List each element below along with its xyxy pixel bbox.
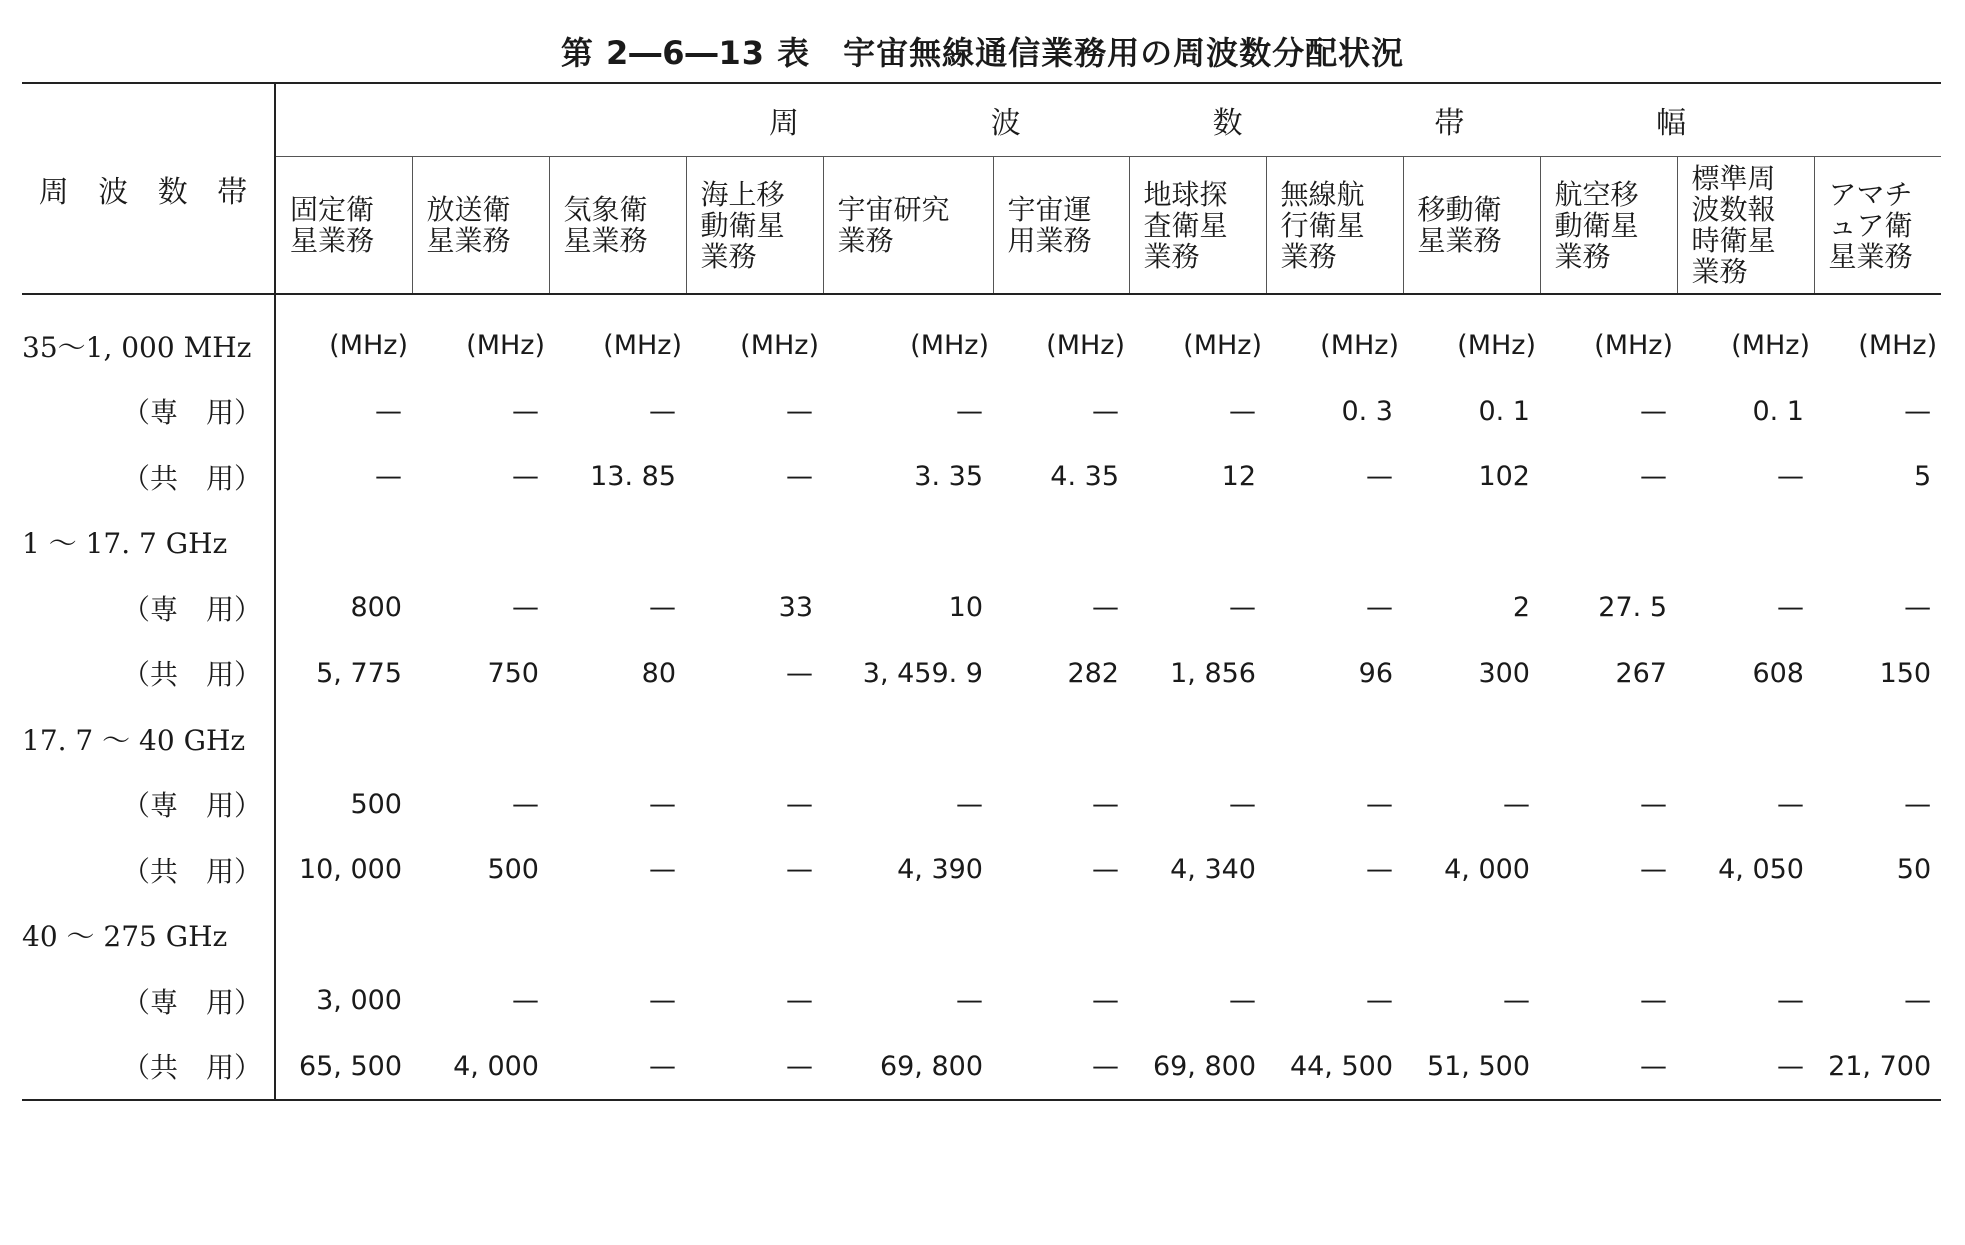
table-row xyxy=(22,379,1941,445)
table-cell: — xyxy=(1904,592,1932,624)
table-cell: 2 xyxy=(1512,592,1530,624)
table-cell xyxy=(275,903,412,969)
table-cell xyxy=(1403,903,1540,969)
table-cell: — xyxy=(1092,395,1119,427)
table-row xyxy=(22,1034,1941,1101)
table-title: 第 2―6―13 表 宇宙無線通信業務用の周波数分配状況 xyxy=(560,34,1405,72)
table-cell: — xyxy=(512,461,539,493)
table-cell: — xyxy=(512,592,539,624)
table-cell: 5, 775 xyxy=(316,657,402,689)
table-cell: — xyxy=(1904,395,1932,427)
table-cell xyxy=(1540,706,1677,772)
usage-label: （共 用） xyxy=(22,444,275,510)
table-cell xyxy=(993,903,1129,969)
span-header-char: 数 xyxy=(1212,106,1243,141)
frequency-allocation-table xyxy=(22,82,1941,1101)
table-cell: — xyxy=(1366,788,1393,820)
table-cell: 3. 35 xyxy=(914,461,983,493)
table-cell: (MHz) xyxy=(329,330,408,362)
table-cell: 150 xyxy=(1879,657,1932,689)
table-cell: 4, 000 xyxy=(412,1034,549,1101)
table-cell: — xyxy=(1092,788,1119,820)
service-header: 無線航 行衛星 業務 xyxy=(1266,157,1403,295)
table-cell xyxy=(1677,510,1814,576)
table-cell: — xyxy=(786,461,813,493)
table-cell: — xyxy=(1366,461,1393,493)
table-cell: 21, 700 xyxy=(1814,1034,1941,1101)
table-cell: 10 xyxy=(948,592,983,624)
table-cell: (MHz) xyxy=(1320,330,1399,362)
table-cell: — xyxy=(649,854,676,886)
table-cell: (MHz) xyxy=(1858,330,1938,362)
table-row xyxy=(22,641,1941,707)
table-cell: 3, 000 xyxy=(316,985,402,1017)
table-row xyxy=(22,575,1941,641)
band-label: 35～1, 000 MHz xyxy=(22,294,275,379)
table-cell: — xyxy=(686,1034,823,1101)
table-row xyxy=(22,837,1941,903)
table-cell: 51, 500 xyxy=(1403,1034,1540,1101)
table-cell xyxy=(1814,706,1941,772)
table-cell: — xyxy=(1904,788,1932,820)
table-cell: 10, 000 xyxy=(298,854,402,886)
table-cell xyxy=(686,706,823,772)
table-cell: — xyxy=(1366,592,1393,624)
table-cell: — xyxy=(1777,985,1804,1017)
table-cell xyxy=(1677,903,1814,969)
table-row xyxy=(22,294,1941,379)
table-cell: (MHz) xyxy=(910,330,989,362)
table-cell xyxy=(1403,510,1540,576)
table-cell xyxy=(412,510,549,576)
service-header: 標準周 波数報 時衛星 業務 xyxy=(1677,157,1814,295)
table-cell: — xyxy=(1092,985,1119,1017)
table-cell: — xyxy=(1777,592,1804,624)
table-cell xyxy=(549,706,686,772)
table-row xyxy=(22,706,1941,772)
table-cell: 5 xyxy=(1913,461,1932,493)
table-cell: — xyxy=(1503,985,1530,1017)
table-cell: 80 xyxy=(641,657,676,689)
table-row xyxy=(22,444,1941,510)
band-label: 1 ～ 17. 7 GHz xyxy=(22,510,275,576)
usage-label: （専 用） xyxy=(22,379,275,445)
usage-label: （共 用） xyxy=(22,641,275,707)
service-header: 地球探 査衛星 業務 xyxy=(1129,157,1266,295)
table-cell: 4, 000 xyxy=(1444,854,1530,886)
table-cell: 1, 856 xyxy=(1170,657,1256,689)
table-cell: — xyxy=(1677,1034,1814,1101)
table-cell: — xyxy=(1540,1034,1677,1101)
table-cell: — xyxy=(512,788,539,820)
table-cell xyxy=(1814,903,1941,969)
table-cell: — xyxy=(1777,788,1804,820)
table-cell: 65, 500 xyxy=(275,1034,412,1101)
table-cell xyxy=(823,510,993,576)
table-cell: — xyxy=(956,395,983,427)
table-cell: 608 xyxy=(1752,657,1804,689)
table-cell: — xyxy=(549,1034,686,1101)
table-cell: (MHz) xyxy=(603,330,682,362)
table-row xyxy=(22,772,1941,838)
table-cell: — xyxy=(1229,788,1256,820)
span-header-char: 波 xyxy=(990,106,1021,141)
table-cell: — xyxy=(786,854,813,886)
table-cell: — xyxy=(786,395,813,427)
table-cell: — xyxy=(1503,788,1530,820)
table-cell: — xyxy=(375,461,402,493)
table-cell: (MHz) xyxy=(740,330,819,362)
table-cell: — xyxy=(1640,854,1667,886)
table-cell xyxy=(412,706,549,772)
service-header: 航空移 動衛星 業務 xyxy=(1540,157,1677,295)
table-cell xyxy=(1266,706,1403,772)
table-cell xyxy=(275,510,412,576)
table-cell: 0. 1 xyxy=(1478,395,1530,427)
table-cell: 300 xyxy=(1478,657,1530,689)
table-cell: (MHz) xyxy=(1183,330,1262,362)
table-cell: — xyxy=(649,592,676,624)
table-cell: 4, 390 xyxy=(897,854,983,886)
table-cell: 96 xyxy=(1358,657,1393,689)
table-cell xyxy=(1540,903,1677,969)
service-header: アマチ ュア衛 星業務 xyxy=(1814,157,1941,295)
table-cell: 4, 340 xyxy=(1170,854,1256,886)
table-cell: 33 xyxy=(778,592,813,624)
table-cell: — xyxy=(786,788,813,820)
table-cell xyxy=(686,510,823,576)
table-cell xyxy=(823,706,993,772)
table-cell: 282 xyxy=(1067,657,1119,689)
table-cell: — xyxy=(1640,985,1667,1017)
table-row xyxy=(22,510,1941,576)
table-cell: (MHz) xyxy=(1046,330,1125,362)
usage-label: （共 用） xyxy=(22,1034,275,1101)
usage-label: （専 用） xyxy=(22,968,275,1034)
usage-label: （専 用） xyxy=(22,772,275,838)
span-header-char: 帯 xyxy=(1434,106,1465,141)
table-cell: 3, 459. 9 xyxy=(862,657,983,689)
table-cell: — xyxy=(375,395,402,427)
table-cell: 27. 5 xyxy=(1598,592,1667,624)
table-cell: — xyxy=(1640,461,1667,493)
table-cell: 0. 1 xyxy=(1752,395,1804,427)
table-cell: 500 xyxy=(487,854,539,886)
table-cell xyxy=(1540,510,1677,576)
table-cell: 4. 35 xyxy=(1050,461,1119,493)
table-cell xyxy=(823,903,993,969)
table-cell: 4, 050 xyxy=(1718,854,1804,886)
table-row xyxy=(22,903,1941,969)
table-cell xyxy=(1266,903,1403,969)
table-cell: 50 xyxy=(1896,854,1932,886)
table-cell xyxy=(412,903,549,969)
row-header-frequency-band: 周 波 数 帯 xyxy=(22,83,275,294)
table-cell xyxy=(1403,706,1540,772)
table-cell xyxy=(549,510,686,576)
table-cell: — xyxy=(649,788,676,820)
service-header: 海上移 動衛星 業務 xyxy=(686,157,823,295)
table-cell xyxy=(1129,510,1266,576)
table-cell: (MHz) xyxy=(1731,330,1810,362)
table-cell: (MHz) xyxy=(1594,330,1673,362)
table-cell xyxy=(275,706,412,772)
band-label: 40 ～ 275 GHz xyxy=(22,903,275,969)
table-cell: — xyxy=(1366,854,1393,886)
table-cell: 750 xyxy=(487,657,539,689)
table-cell: — xyxy=(512,985,539,1017)
table-cell xyxy=(993,706,1129,772)
bandwidth-span-header xyxy=(275,83,1941,157)
table-cell xyxy=(686,903,823,969)
span-header-char: 幅 xyxy=(1656,106,1687,141)
table-cell xyxy=(1266,510,1403,576)
usage-label: （専 用） xyxy=(22,575,275,641)
table-cell: — xyxy=(1640,395,1667,427)
table-cell: — xyxy=(786,985,813,1017)
table-cell: — xyxy=(1640,788,1667,820)
table-cell: (MHz) xyxy=(466,330,545,362)
table-cell xyxy=(993,510,1129,576)
table-cell: — xyxy=(512,395,539,427)
table-cell: — xyxy=(786,657,813,689)
service-header: 宇宙研究 業務 xyxy=(823,157,993,295)
table-cell: — xyxy=(956,985,983,1017)
table-cell xyxy=(549,903,686,969)
table-cell: 500 xyxy=(350,788,402,820)
service-header: 気象衛 星業務 xyxy=(549,157,686,295)
table-cell xyxy=(1814,510,1941,576)
service-header: 宇宙運 用業務 xyxy=(993,157,1129,295)
table-cell: — xyxy=(993,1034,1129,1101)
service-header: 移動衛 星業務 xyxy=(1403,157,1540,295)
table-cell: 800 xyxy=(350,592,402,624)
table-cell: — xyxy=(1366,985,1393,1017)
table-cell: — xyxy=(1092,854,1119,886)
usage-label: （共 用） xyxy=(22,837,275,903)
table-cell: — xyxy=(1229,395,1256,427)
table-cell: 13. 85 xyxy=(590,461,676,493)
table-cell: 69, 800 xyxy=(1129,1034,1266,1101)
table-cell: 69, 800 xyxy=(823,1034,993,1101)
span-header-char: 周 xyxy=(769,106,799,141)
table-cell: 102 xyxy=(1478,461,1530,493)
table-cell: 267 xyxy=(1615,657,1667,689)
table-cell: — xyxy=(1777,461,1804,493)
table-cell: 0. 3 xyxy=(1341,395,1393,427)
table-cell: (MHz) xyxy=(1457,330,1536,362)
table-cell: — xyxy=(1092,592,1119,624)
table-cell xyxy=(1129,706,1266,772)
service-header: 放送衛 星業務 xyxy=(412,157,549,295)
service-header: 固定衛 星業務 xyxy=(275,157,412,295)
table-cell: — xyxy=(649,985,676,1017)
table-cell: — xyxy=(1904,985,1932,1017)
table-cell: — xyxy=(1229,592,1256,624)
band-label: 17. 7 ～ 40 GHz xyxy=(22,706,275,772)
table-cell: — xyxy=(956,788,983,820)
table-cell: 44, 500 xyxy=(1266,1034,1403,1101)
table-cell: — xyxy=(649,395,676,427)
table-cell: 12 xyxy=(1221,461,1256,493)
table-cell: — xyxy=(1229,985,1256,1017)
table-row xyxy=(22,968,1941,1034)
table-cell xyxy=(1129,903,1266,969)
table-cell xyxy=(1677,706,1814,772)
